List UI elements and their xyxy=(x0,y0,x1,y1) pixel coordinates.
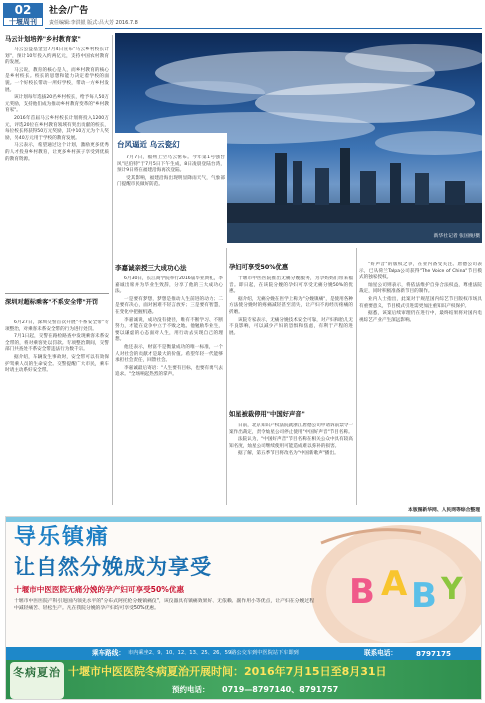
paragraph: 该院专家表示，无痛分娩技术安全可靠，对产妇和胎儿无不良影响，可以减少产妇的恐惧和焦虑，有利于产程的进展。 xyxy=(229,317,353,336)
paragraph: 法院认为，"中国好声音"节目名称在相关公众中具有较高知名度，灿星公司继续使用可能造成难以弥补的损害。 xyxy=(229,437,353,449)
divider xyxy=(5,293,109,294)
source-note: 本版图新华网、人民网等综合整理 xyxy=(408,508,480,513)
paragraph: 李嘉诚最后寄语："人生要有目标，也要有勇气去追求。"全场响起热烈的掌声。 xyxy=(115,365,223,378)
column-third xyxy=(229,248,353,505)
ad-top-band xyxy=(6,517,482,522)
booking-label: 预约电话： xyxy=(172,685,210,694)
headline-ma-yun: 马云计划培养"乡村教育家" xyxy=(5,36,81,43)
paragraph: 据了解，第五季节目将改名为"中国新歌声"播出。 xyxy=(238,451,339,457)
photo-caption-box xyxy=(115,133,227,243)
hospital-advertisement xyxy=(5,516,482,700)
svg-text:Y: Y xyxy=(441,572,463,607)
typhoon-photo xyxy=(115,33,482,243)
masthead-rule xyxy=(45,28,482,29)
headline-good-voice: 如星被裁停用"中国好声音" xyxy=(229,411,305,418)
credits: 责任编辑:李洪银 版式:吕大芳 2016.7.8 xyxy=(49,20,138,26)
paragraph: 十堰市中医医院推出无痛分娩服务，为孕妈妈们带来福音。即日起，在该院分娩的孕妇可享受无痛分娩50%的优惠。 xyxy=(229,276,353,295)
banner-title: 十堰市中医医院冬病夏治开展时间：2016年7月15日至8月31日 xyxy=(68,665,387,678)
paragraph: 李嘉诚说，成功没有捷径，唯有不断学习、不断努力，才能在竞争中立于不败之地。他勉励毕业生，要以谦虚的心态面对人生，用行动去实现自己的理想。 xyxy=(115,317,223,343)
phone-label: 联系电话： xyxy=(364,649,397,657)
ad-headline-1: 导乐镇痛 xyxy=(14,525,111,550)
bus-text: 市内乘坐2、9、10、12、13、25、26、59路公交车到中医院站下车即到 xyxy=(128,650,299,656)
winter-summer-logo xyxy=(10,662,64,699)
article-shenzhen-body xyxy=(5,320,109,505)
paragraph: 2016年首届马云乡村校长计划将投入1200万元，评选20位在乡村教育领域有突出贡献的校长，每位校长将获得50万元奖励，其中10万元为个人奖励，另40万元用于学校的教育发展。 xyxy=(5,115,109,141)
paragraph: 灿星公司则表示，将依法维护自身合法权益，尊重法院裁定，同时积极准备新节目的制作。 xyxy=(359,282,482,295)
bus-label: 乘车路线： xyxy=(92,649,125,657)
svg-text:B: B xyxy=(349,572,375,612)
ad-offer: 十堰市中医医院无痛分娩的孕产妇可享受50%优惠 xyxy=(14,585,185,594)
paragraph: 该计划每年选拔20名乡村校长，给予每人50万元奖励，支持他们成为推动乡村教育变革的"乡村教育家"。 xyxy=(5,95,109,114)
photo-credit: 新华社记者 张国俊/摄 xyxy=(433,234,480,239)
article-li-ka-shing-body xyxy=(115,276,223,505)
paragraph: 7月1日起，交警在路检路查中发现乘客未系安全带的，将对乘客处以罚款。专项整治期间，交警部门共查处不系安全带违法行为数千宗。 xyxy=(5,334,109,353)
pregnant-belly-illustration xyxy=(311,523,481,643)
phone-number: 8797175 xyxy=(416,649,452,658)
logo-text: 冬病夏治 xyxy=(13,666,61,679)
paragraph: 据介绍，无痛分娩在医学上称为"分娩镇痛"，是使用各种方法使分娩时的疼痛减轻甚至消失，让产妇不再经历疼痛的折磨。 xyxy=(229,296,353,315)
paragraph: 日前，北京知识产权法院就浙江唐德公司申请诉前禁令一案作出裁定，责令灿星公司停止使用"中国好声音"节目名称。 xyxy=(229,423,353,435)
paragraph: 6月30日，长江商学院举行2016届毕业典礼，李嘉诚出席并为毕业生致辞，分享了他的三大成功心法。 xyxy=(115,276,223,295)
article-ma-yun-body xyxy=(5,47,109,287)
photo-caption xyxy=(117,155,225,239)
photo-headline: 台风逼近 乌云瓷幻 xyxy=(117,140,180,149)
page-number: 02 xyxy=(14,3,32,17)
article-good-voice-continued xyxy=(359,262,482,505)
paragraph: 他还表示，财富不是衡量成功的唯一标准，一个人对社会的贡献才是最大的价值。希望年轻一代能够承担社会责任，回馈社会。 xyxy=(115,344,223,364)
paragraph: 据介绍，车辆发生事故时，安全带可以有效保护驾乘人员的生命安全。交警提醒广大市民，乘车时请主动系好安全带。 xyxy=(5,354,109,374)
column-divider xyxy=(112,35,113,505)
article-good-voice-body xyxy=(229,423,353,505)
ad-body: 十堰市中医医院产科引进国内领先水平的"分布式阿托伦分娩镇痛仪"，该仪器具有镇痛效果好、无依赖、副作用小等优点，让产妇在分娩过程中减轻痛苦、轻松生产。凡在我院分娩的孕产妇均可享受50%优惠。 xyxy=(14,599,314,611)
paragraph: "好声音"的版权之争，在业内备受关注。唐德公司表示，已从荷兰Talpa公司获得"The Voice of China"节目模式的独家授权。 xyxy=(359,262,482,281)
paragraph: 一是要有梦想，梦想是推动人生前进的动力；二是要有决心，面对困难不轻言放弃；三是要有智慧，在变化中把握机遇。 xyxy=(115,296,223,315)
svg-text:A: A xyxy=(381,564,408,604)
masthead xyxy=(0,0,485,30)
ad-headline-2: 让自然分娩成为享受 xyxy=(14,555,212,579)
article-painless-birth-body xyxy=(229,276,353,406)
headline-li-ka-shing: 李嘉诚亲授三大成功心法 xyxy=(115,264,187,272)
paragraph: 马云公益基金会7月4日宣布"马云乡村校长计划"，预计10年投入约两亿元，支持中国农村教育的发展。 xyxy=(5,47,109,66)
paragraph: 马云表示，希望通过这个计划，激励更多优秀的人才投身乡村教育，让更多乡村孩子享受到优质的教育资源。 xyxy=(5,143,109,162)
paragraph: 6月27日，深圳交警首次开展"不系安全带"专项整治，对乘客未系安全带的行为进行处罚。 xyxy=(5,320,109,332)
svg-text:B: B xyxy=(411,576,437,616)
column-divider xyxy=(226,248,227,505)
paragraph: 据悉，该案后续审理仍在进行中，最终结果将对国内电视综艺产业产生深远影响。 xyxy=(359,311,482,323)
booking-number: 0719—8797140、8791757 xyxy=(222,685,339,694)
winter-disease-banner xyxy=(6,660,482,700)
headline-shenzhen-seatbelt: 深圳对超标乘客"不系安全带"开罚 xyxy=(5,299,99,306)
column-divider xyxy=(356,248,357,505)
bus-route-bar xyxy=(6,647,482,660)
page-number-badge xyxy=(3,3,43,26)
paragraph: 马云说，教育的核心是人，而乡村教育的核心是乡村校长。校长的思想和能力决定着学校的面貌。一个好校长带动一所好学校，带动一方乡村发展。 xyxy=(5,67,109,93)
paragraph: 7月7日，福州上空乌云密布。今年第1号强台风"尼伯特"于7月5日下午生成，8日凌晨登陆台湾，预计9日将在福建沿海再次登陆。 xyxy=(117,155,225,174)
paragraph: 业内人士指出，此案对于规范国内综艺节目版权市场具有重要意义，节目模式引进需更加注重知识产权保护。 xyxy=(359,296,482,309)
headline-painless-birth: 孕妇可享受50%优惠 xyxy=(229,264,289,271)
section-title: 社会/广告 xyxy=(49,6,89,16)
paper-name: 十堰周刊 xyxy=(3,17,43,26)
column-left xyxy=(5,35,109,505)
column-right xyxy=(359,262,482,505)
paragraph: 受其影响，福建沿海出现明显降雨天气，气象部门提醒市民做好防范。 xyxy=(117,175,225,188)
column-li-ka-shing xyxy=(115,248,223,505)
